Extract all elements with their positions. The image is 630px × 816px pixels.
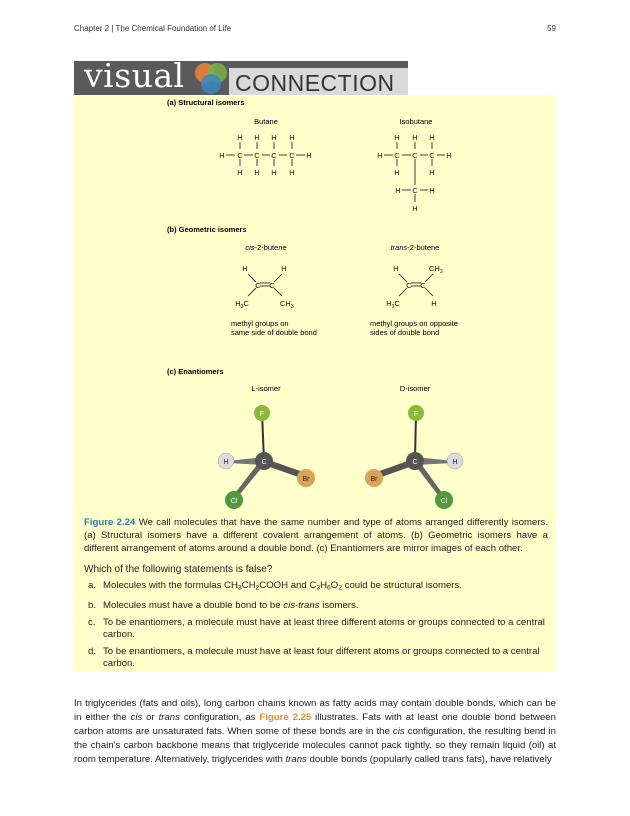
hydrogen-label: H: [223, 459, 229, 466]
visual-connection-banner: [74, 61, 408, 95]
subscript: 2: [338, 584, 342, 592]
isobutane-h: H: [395, 186, 401, 195]
trans-2-butene-label: trans-2-butene: [390, 243, 440, 252]
answer-options: [84, 580, 548, 675]
carbon-label: C: [412, 459, 418, 466]
cis-2-butene-label: cis-2-butene: [245, 243, 287, 252]
l-isomer-model: [218, 405, 315, 509]
option-a-text: CH: [241, 580, 256, 591]
option-c: [84, 617, 548, 641]
option-d: [84, 646, 548, 670]
option-b-text: isomers.: [319, 599, 359, 611]
trans-c: C: [420, 281, 426, 290]
body-italic: cis: [130, 711, 143, 723]
running-header: Chapter 2 | The Chemical Foundation of Life: [74, 24, 232, 33]
visual-connection-panel: [74, 95, 556, 672]
butane-c: C: [254, 151, 260, 160]
butane-h: H: [289, 168, 295, 177]
d-isomer-model: [365, 405, 463, 509]
option-d-text: To be enantiomers, a molecule must have at least four different atoms or groups connected to a central carbon.: [103, 645, 540, 669]
body-italic: trans: [285, 754, 307, 766]
panel-a-title: (a) Structural isomers: [167, 98, 245, 107]
butane-h: H: [237, 133, 243, 142]
option-letter: d.: [88, 645, 97, 657]
body-text-run: configuration, the resulting bend in the chain's carbon backbone means that triglyceride molecules cannot pack tightly, so they remain liquid (oil) at room temperature. Alternatively, triglycerides with: [74, 726, 557, 766]
isobutane-h: H: [377, 151, 383, 160]
butane-h: H: [289, 133, 295, 142]
butane-c: C: [289, 151, 295, 160]
option-a-text: H: [320, 580, 328, 591]
body-italic: trans: [158, 711, 180, 723]
isobutane-c: C: [429, 151, 435, 160]
butane-h: H: [254, 168, 260, 177]
trans-h: H: [393, 264, 399, 273]
subscript: 6: [327, 584, 331, 592]
caption-text: We call molecules that have the same number and type of atoms arranged differently isomers. (a) Structural isomers have a different covalent arrangement of atoms. (b) Geometric isomers have a different arrangement of atoms around a double bond. (c) Enantiomers are mirror images of each other.: [84, 517, 548, 554]
butane-h: H: [237, 168, 243, 177]
option-a-text: Molecules with the formulas CH: [103, 580, 238, 591]
isobutane-atoms: [377, 133, 451, 213]
figure-2-25-link[interactable]: Figure 2.25: [259, 711, 312, 723]
banner-connection-box: [229, 68, 408, 95]
isomer-figure: [74, 95, 556, 515]
trans-methyl-left: $H_3C$: [386, 299, 400, 310]
question-prompt: Which of the following statements is false?: [84, 564, 273, 575]
body-text-run: configuration, as: [179, 711, 260, 723]
option-b-italic: cis-trans: [283, 599, 320, 611]
butane-c: C: [271, 151, 277, 160]
hydrogen-label: H: [452, 459, 458, 466]
butane-h: H: [271, 133, 277, 142]
cis-2-butene-structure: [248, 274, 282, 296]
cis-caption-line-2: same side of double bond: [231, 328, 317, 337]
fluorine-label: F: [259, 411, 265, 418]
panel-b-title: (b) Geometric isomers: [167, 225, 247, 234]
carbon-label: C: [261, 459, 267, 466]
cis-h: H: [281, 264, 287, 273]
isobutane-c: C: [412, 186, 418, 195]
option-a: [84, 580, 548, 595]
isobutane-h: H: [446, 151, 452, 160]
isobutane-h: H: [429, 133, 435, 142]
trans-2-butene-atoms: [386, 264, 443, 310]
option-a-text: COOH and C: [259, 580, 317, 591]
body-paragraph: [74, 697, 556, 768]
chlorine-label: Cl: [440, 498, 448, 505]
isobutane-h: H: [429, 186, 435, 195]
cis-c: C: [255, 281, 261, 290]
trans-caption-line-2: sides of double bond: [370, 328, 440, 337]
figure-caption: [84, 516, 548, 555]
butane-h: H: [271, 168, 277, 177]
banner-connection-word: CONNECTION: [235, 70, 395, 95]
figure-label: Figure 2.24: [84, 517, 136, 528]
d-isomer-label: D-isomer: [399, 384, 431, 393]
cis-h: H: [242, 264, 248, 273]
butane-h: H: [306, 151, 312, 160]
option-a-text: could be structural isomers.: [341, 580, 462, 591]
option-c-text: To be enantiomers, a molecule must have at least three different atoms or groups connected to a central carbon.: [103, 616, 545, 640]
isobutane-h: H: [412, 204, 418, 213]
l-isomer-label: L-isomer: [251, 384, 281, 393]
butane-h: H: [219, 151, 225, 160]
trans-c: C: [406, 281, 412, 290]
butane-h: H: [254, 133, 260, 142]
fluorine-label: F: [413, 411, 419, 418]
isobutane-c: C: [412, 151, 418, 160]
isobutane-label: Isobutane: [399, 117, 433, 126]
trans-h: H: [431, 299, 437, 308]
isobutane-h: H: [412, 133, 418, 142]
isobutane-h: H: [394, 133, 400, 142]
body-text-run: In triglycerides (fats and oils), long carbon chains known as fatty acids may contain double bonds, which can be in either the: [74, 697, 556, 723]
isobutane-c: C: [394, 151, 400, 160]
trans-2-butene-structure: [399, 274, 433, 296]
cis-methyl-left: $H_3C$: [235, 299, 249, 310]
banner-visual-word: visual: [84, 61, 185, 95]
bromine-label: Br: [302, 476, 310, 483]
cis-c: C: [269, 281, 275, 290]
bromine-label: Br: [370, 476, 378, 483]
body-text-run: or: [142, 711, 159, 723]
panel-c-title: (c) Enantiomers: [167, 367, 224, 376]
subscript: 3: [237, 584, 242, 592]
page-number: 59: [547, 24, 556, 33]
cis-2-butene-atoms: [235, 264, 294, 310]
trans-caption-line-1: methyl groups on opposite: [370, 319, 458, 328]
body-italic: cis: [392, 726, 405, 737]
option-letter: a.: [88, 580, 97, 591]
trans-methyl-right: $CH_3$: [429, 264, 443, 275]
option-b-text: Molecules must have a double bond to be: [103, 599, 284, 611]
body-text-run: double bonds (popularly called trans fats), have relatively: [306, 754, 552, 766]
venn-logo-icon: [191, 61, 231, 95]
isobutane-h: H: [394, 168, 400, 177]
option-letter: b.: [88, 599, 97, 611]
butane-c: C: [237, 151, 243, 160]
cis-methyl-right: $CH_3$: [280, 299, 294, 310]
subscript: 2: [255, 584, 260, 592]
option-b: [84, 600, 548, 612]
chlorine-label: Cl: [230, 498, 238, 505]
option-letter: c.: [88, 616, 96, 628]
option-a-text: O: [330, 580, 339, 591]
cis-caption-line-1: methyl groups on: [231, 319, 289, 328]
body-text-run: illustrates. Fats with at least one double bond between carbon atoms are unsaturated fats. When some of these bonds are in the: [74, 711, 556, 737]
isobutane-h: H: [429, 168, 435, 177]
butane-label: Butane: [254, 117, 278, 126]
subscript: 3: [316, 584, 321, 592]
